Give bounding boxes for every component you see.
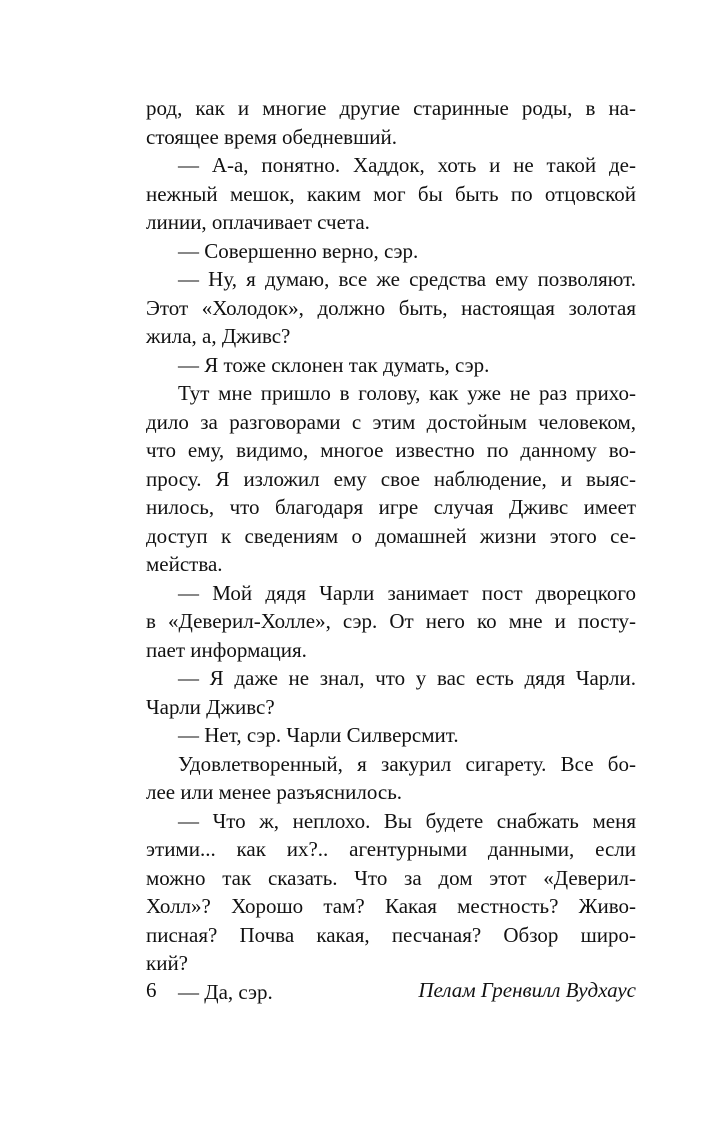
text-line: — Совершенно верно, сэр. xyxy=(178,238,419,263)
text-line: можно так сказать. Что за дом этот «Деверил- xyxy=(146,865,636,890)
text-line: в «Деверил-Холле», сэр. От него ко мне и посту- xyxy=(146,609,636,633)
text-line: — Ну, я думаю, все же средства ему позволяют. xyxy=(178,267,636,291)
text-line: — Что ж, неплохо. Вы будете снабжать меня xyxy=(178,808,636,833)
text-line: нежный мешок, каким мог бы быть по отцовской xyxy=(146,181,636,206)
running-author: Пелам Гренвилл Вудхаус xyxy=(418,978,636,1002)
text-line: лее или менее разъяснилось. xyxy=(146,780,403,804)
text-line: стоящее время обедневший. xyxy=(146,124,397,149)
text-line: Холл»? Хорошо там? Какая местность? Живо- xyxy=(146,894,636,918)
text-line: — Да, сэр. xyxy=(178,979,273,1004)
text-line: просу. Я изложил ему свое наблюдение, и выяс- xyxy=(146,466,636,491)
body-text xyxy=(146,94,636,1006)
text-line: Тут мне пришло в голову, как уже не раз прихо- xyxy=(178,381,636,405)
text-line: мейства. xyxy=(146,552,223,576)
text-line: доступ к сведениям о домашней жизни этого се- xyxy=(146,523,636,548)
page-number: 6 xyxy=(146,978,157,1002)
text-line: Удовлетворенный, я закурил сигарету. Все бо- xyxy=(178,751,636,776)
text-line: — Я даже не знал, что у вас есть дядя Чарли. xyxy=(178,666,636,690)
text-line: Чарли Дживс? xyxy=(146,694,275,719)
text-line: кий? xyxy=(146,951,188,975)
text-line: пает информация. xyxy=(146,637,307,662)
text-line: — Мой дядя Чарли занимает пост дворецкого xyxy=(178,580,636,605)
text-line: писная? Почва какая, песчаная? Обзор широ- xyxy=(146,922,636,947)
text-line: дило за разговорами с этим достойным человеком, xyxy=(146,409,636,434)
text-line: род, как и многие другие старинные роды, в на- xyxy=(146,96,636,120)
text-line: линии, оплачивает счета. xyxy=(146,210,370,234)
text-line: Этот «Холодок», должно быть, настоящая золотая xyxy=(146,295,636,320)
text-line: — Я тоже склонен так думать, сэр. xyxy=(178,352,490,377)
text-line: этими... как их?.. агентурными данными, если xyxy=(146,837,636,861)
text-line: — А-а, понятно. Хаддок, хоть и не такой де- xyxy=(178,153,636,177)
page-footer xyxy=(146,975,636,1005)
text-line: — Нет, сэр. Чарли Силверсмит. xyxy=(178,723,459,747)
text-line: что ему, видимо, многое известно по данному во- xyxy=(146,438,636,462)
text-line: жила, а, Дживс? xyxy=(146,324,291,348)
text-line: нилось, что благодаря игре случая Дживс имеет xyxy=(146,495,636,519)
